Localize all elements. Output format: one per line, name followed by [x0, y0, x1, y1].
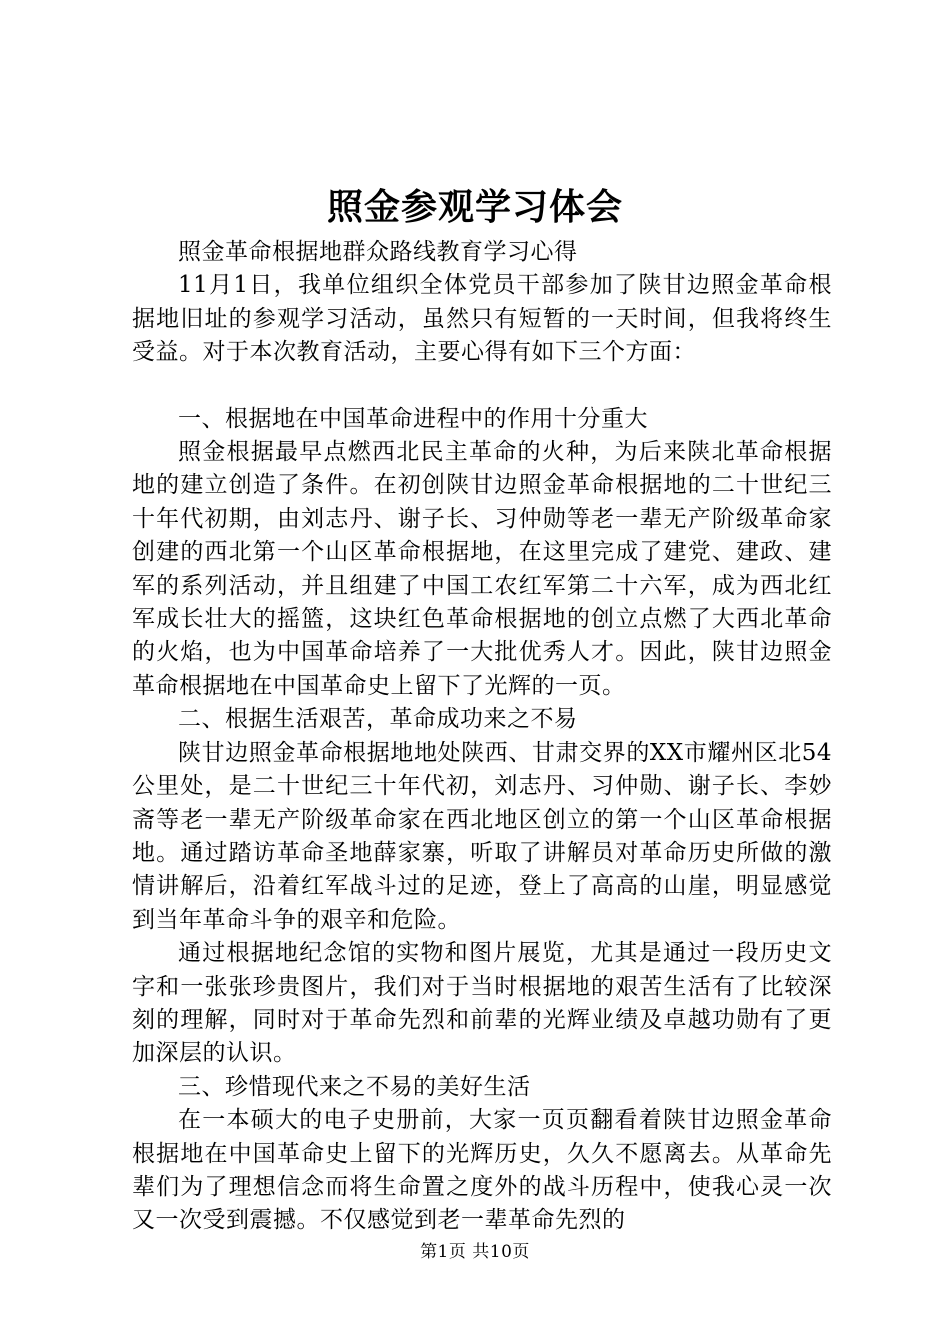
body-paragraph: 通过根据地纪念馆的实物和图片展览，尤其是通过一段历史文字和一张张珍贵图片，我们对于当时根据地的艰苦生活有了比较深刻的理解，同时对于革命先烈和前辈的光辉业绩及卓越功勋有了更加深层的认识。: [132, 940, 832, 1067]
page-number-footer: 第1页 共10页: [420, 1242, 530, 1262]
intro-paragraph: 11月1日，我单位组织全体党员干部参加了陕甘边照金革命根据地旧址的参观学习活动，虽然只有短暂的一天时间，但我将终生受益。对于本次教育活动，主要心得有如下三个方面：: [132, 272, 832, 366]
body-paragraph: 照金根据最早点燃西北民主革命的火种，为后来陕北革命根据地的建立创造了条件。在初创陕甘边照金革命根据地的二十世纪三十年代初期，由刘志丹、谢子长、习仲勋等老一辈无产阶级革命家创建的西北第一个山区革命根据地，在这里完成了建党、建政、建军的系列活动，并且组建了中国工农红军第二十六军，成为西北红军成长壮大的摇篮，这块红色革命根据地的创立点燃了大西北革命的火焰，也为中国革命培养了一大批优秀人才。因此，陕甘边照金革命根据地在中国革命史上留下了光辉的一页。: [132, 439, 832, 699]
document-title: 照金参观学习体会: [326, 186, 623, 228]
section-heading-2: 二、根据生活艰苦，革命成功来之不易: [178, 706, 578, 733]
body-paragraph: 在一本硕大的电子史册前，大家一页页翻看着陕甘边照金革命根据地在中国革命史上留下的光辉历史，久久不愿离去。从革命先辈们为了理想信念而将生命置之度外的战斗历程中，使我心灵一次又一次受到震撼。不仅感觉到老一辈革命先烈的: [132, 1107, 832, 1234]
section-heading-3: 三、珍惜现代来之不易的美好生活: [178, 1073, 531, 1100]
body-paragraph: 陕甘边照金革命根据地地处陕西、甘肃交界的XX市耀州区北54公里处，是二十世纪三十年代初，刘志丹、习仲勋、谢子长、李妙斋等老一辈无产阶级革命家在西北地区创立的第一个山区革命根据地。通过踏访革命圣地薛家寨，听取了讲解员对革命历史所做的激情讲解后，沿着红军战斗过的足迹，登上了高高的山崖，明显感觉到当年革命斗争的艰辛和危险。: [132, 739, 832, 933]
section-heading-1: 一、根据地在中国革命进程中的作用十分重大: [178, 405, 648, 432]
document-body: [132, 236, 832, 1238]
subtitle-paragraph: 照金革命根据地群众路线教育学习心得: [178, 239, 578, 265]
